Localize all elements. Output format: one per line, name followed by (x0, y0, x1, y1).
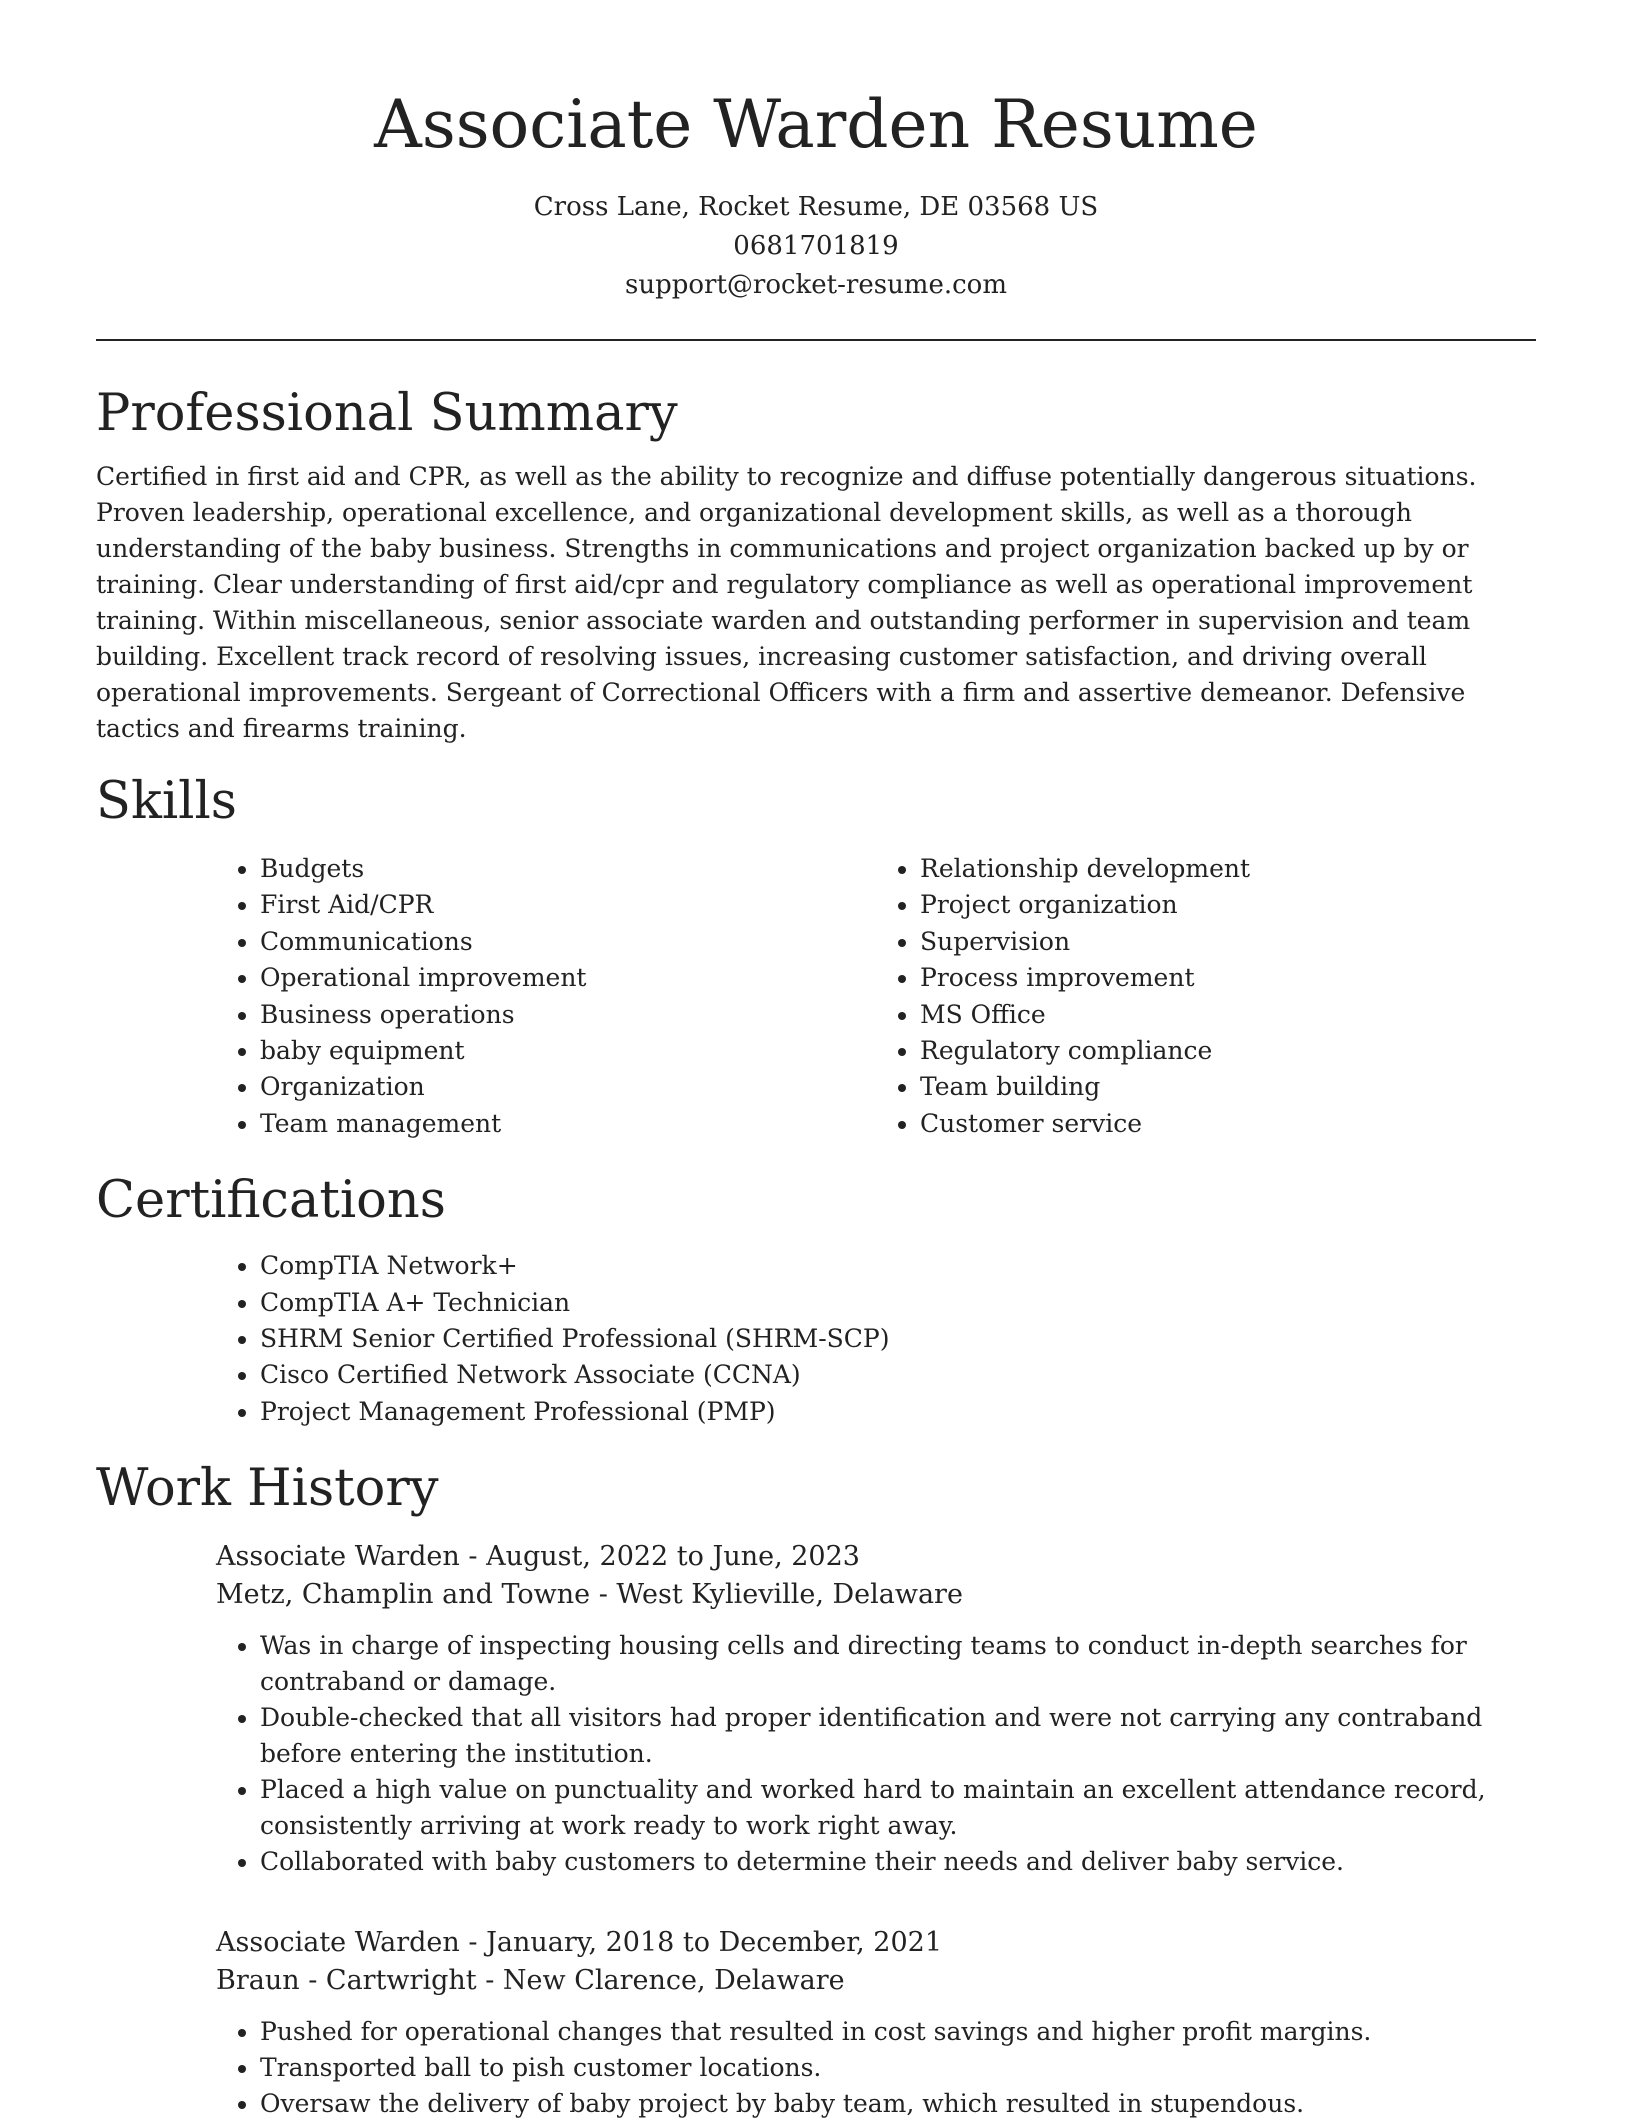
job-bullet: • Oversaw the delivery of baby project by baby team, which resulted in stupendous. (260, 2086, 1536, 2122)
job-company: Metz, Champlin and Towne (216, 1579, 591, 1611)
certification-item: • Cisco Certified Network Associate (CCNA) (260, 1357, 1536, 1393)
skill-item: • Business operations (260, 997, 876, 1033)
job-role: Associate Warden (216, 1927, 460, 1959)
resume-header (96, 0, 1536, 305)
job-bullet: • Placed a high value on punctuality and worked hard to maintain an excellent attendance record, consistently arriving at work ready to work right away. (260, 1772, 1536, 1844)
certification-item: • SHRM Senior Certified Professional (SHRM-SCP) (260, 1321, 1536, 1357)
job-bullet: • Double-checked that all visitors had proper identification and were not carrying any contraband before entering the institution. (260, 1700, 1536, 1772)
contact-email: support@rocket-resume.com (624, 270, 1007, 300)
job-bullet: • Pushed for operational changes that resulted in cost savings and higher profit margins. (260, 2014, 1536, 2050)
job-bullet: • Collaborated with baby customers to determine their needs and deliver baby service. (260, 1844, 1536, 1880)
skills-list (216, 851, 1536, 1142)
skills-column-left (216, 851, 876, 1142)
job-role-line (216, 1538, 1536, 1576)
job-responsibilities (216, 1628, 1536, 1880)
certifications-heading: Certifications (96, 1171, 446, 1231)
certification-item: • Project Management Professional (PMP) (260, 1394, 1536, 1430)
certifications-list (216, 1248, 1536, 1430)
skill-item: • Operational improvement (260, 960, 876, 996)
skill-item: • Process improvement (920, 960, 1536, 996)
job-location: - New Clarence, Delaware (476, 1965, 845, 1997)
job-company: Braun - Cartwright (216, 1965, 477, 1997)
skill-item: • Budgets (260, 851, 876, 887)
skill-item: • Project organization (920, 887, 1536, 923)
header-divider (96, 339, 1536, 341)
certification-item: • CompTIA A+ Technician (260, 1285, 1536, 1321)
resume-page (96, 0, 1536, 2122)
contact-block (96, 188, 1536, 305)
certification-item: • CompTIA Network+ (260, 1248, 1536, 1284)
job-bullet: • Transported ball to pish customer locations. (260, 2050, 1536, 2086)
skill-item: • Regulatory compliance (920, 1033, 1536, 1069)
skill-item: • Organization (260, 1069, 876, 1105)
job-entry (216, 1924, 1536, 2122)
summary-text: Certified in first aid and CPR, as well as the ability to recognize and diffuse potentially dangerous situations. Proven leadership, operational excellence, and organizational development skills, as well as a thorough understanding of the baby business. Strengths in communications and project organization backed up by or training. Clear understanding of first aid/cpr and regulatory compliance as well as operational improvement training. Within miscellaneous, senior associate warden and outstanding performer in supervision and team building. Excellent track record of resolving issues, increasing customer satisfaction, and driving overall operational improvements. Sergeant of Correctional Officers with a firm and assertive demeanor. Defensive tactics and firearms training. (96, 462, 1477, 743)
contact-phone: 0681701819 (733, 231, 899, 261)
skill-item: • First Aid/CPR (260, 887, 876, 923)
job-company-line (216, 1962, 1536, 2000)
contact-address: Cross Lane, Rocket Resume, DE 03568 US (533, 192, 1099, 222)
skill-item: • Team management (260, 1106, 876, 1142)
skill-item: • MS Office (920, 997, 1536, 1033)
summary-heading: Professional Summary (96, 384, 678, 443)
job-role: Associate Warden (216, 1541, 460, 1573)
skill-item: • Customer service (920, 1106, 1536, 1142)
job-entry (216, 1538, 1536, 1880)
skills-column-right (876, 851, 1536, 1142)
job-dates: - January, 2018 to December, 2021 (459, 1927, 943, 1959)
skill-item: • Communications (260, 924, 876, 960)
skill-item: • Supervision (920, 924, 1536, 960)
skill-item: • Team building (920, 1069, 1536, 1105)
skill-item: • Relationship development (920, 851, 1536, 887)
job-location: - West Kylieville, Delaware (590, 1579, 963, 1611)
job-dates: - August, 2022 to June, 2023 (459, 1541, 860, 1573)
job-role-line (216, 1924, 1536, 1962)
resume-title: Associate Warden Resume (374, 86, 1258, 163)
job-company-line (216, 1576, 1536, 1614)
skills-heading: Skills (96, 772, 237, 831)
work-history-heading: Work History (96, 1459, 439, 1519)
job-responsibilities (216, 2014, 1536, 2122)
job-bullet: • Was in charge of inspecting housing cells and directing teams to conduct in-depth searches for contraband or damage. (260, 1628, 1536, 1700)
skill-item: • baby equipment (260, 1033, 876, 1069)
